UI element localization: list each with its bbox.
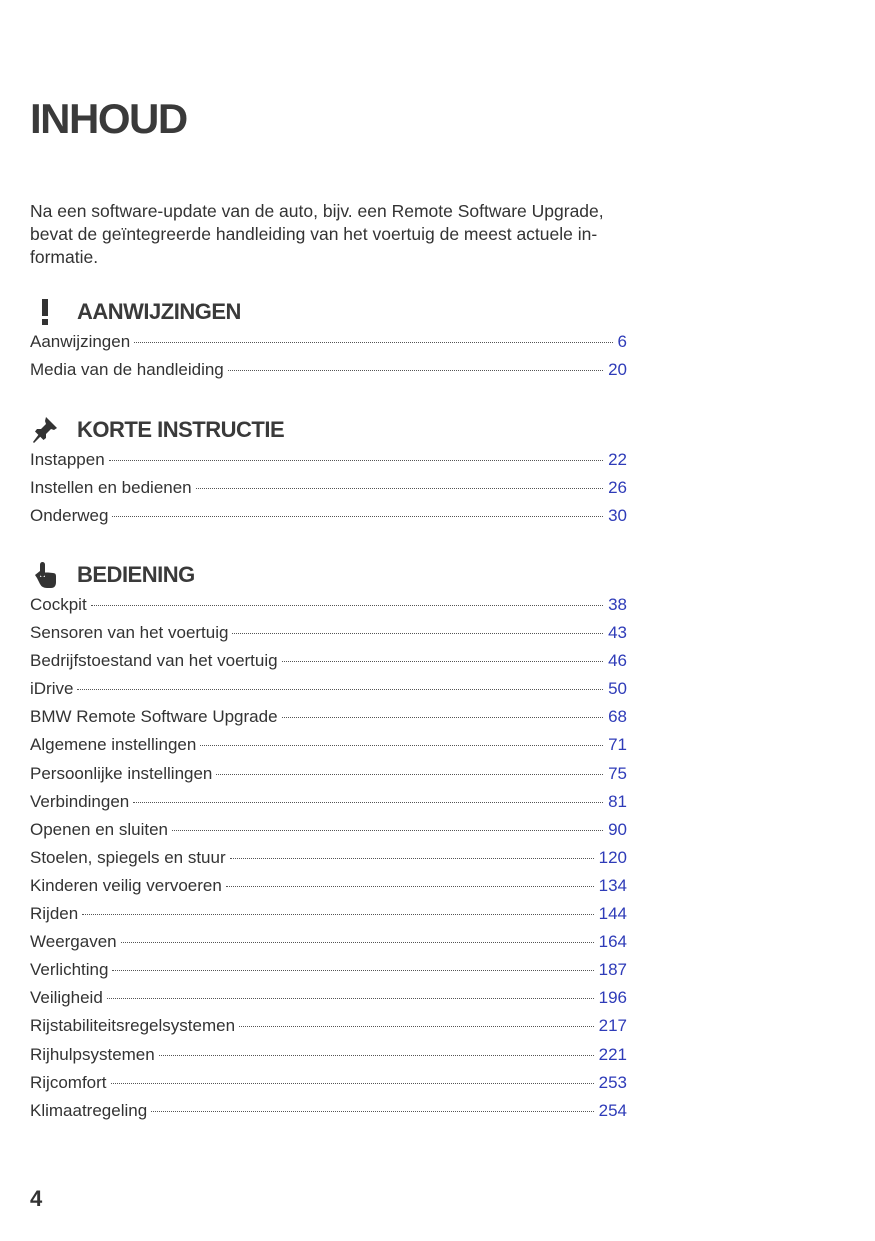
toc-list <box>30 450 627 534</box>
toc-entry[interactable] <box>30 595 627 623</box>
page-number: 4 <box>30 1186 43 1211</box>
dot-leader <box>282 717 604 718</box>
toc-entry[interactable] <box>30 1101 627 1129</box>
toc-entry-label: Instappen <box>30 450 105 469</box>
toc-entry-label: Media van de handleiding <box>30 360 224 380</box>
toc-entry[interactable] <box>30 960 627 988</box>
dot-leader <box>216 774 603 775</box>
toc-entry-label: iDrive <box>30 679 74 699</box>
section-korte-instructie <box>30 410 627 534</box>
toc-entry-label: Stoelen, spiegels en stuur <box>30 847 226 867</box>
toc-entry[interactable] <box>30 623 627 651</box>
toc-entry[interactable] <box>30 1045 627 1073</box>
dot-leader <box>109 460 603 461</box>
dot-leader <box>82 914 593 915</box>
section-title: BEDIENING <box>77 562 195 587</box>
toc-page-link[interactable]: 134 <box>598 875 627 895</box>
dot-leader <box>111 1083 594 1084</box>
toc-entry[interactable] <box>30 848 627 876</box>
dot-leader <box>232 633 603 634</box>
dot-leader <box>172 830 603 831</box>
dot-leader <box>239 1026 594 1027</box>
toc-entry-label: Verlichting <box>30 960 109 980</box>
dot-leader <box>159 1055 594 1056</box>
dot-leader <box>196 488 603 489</box>
toc-entry-label: Rijstabiliteitsregelsystemen <box>30 1016 236 1036</box>
dot-leader <box>133 802 603 803</box>
dot-leader <box>121 942 594 943</box>
dot-leader <box>228 370 603 371</box>
exclamation-icon <box>30 297 64 327</box>
toc-entry-label: Bedrijfstoestand van het voertuig <box>30 651 278 671</box>
toc-entry[interactable] <box>30 506 627 534</box>
toc-entry[interactable] <box>30 876 627 904</box>
toc-entry[interactable] <box>30 988 627 1016</box>
toc-entry-label: Instellen en bedienen <box>30 478 192 498</box>
toc-page-link[interactable]: 50 <box>608 679 627 699</box>
toc-page-link[interactable]: 120 <box>598 847 627 867</box>
toc-page-link[interactable]: 254 <box>598 1100 627 1120</box>
section-title: KORTE INSTRUCTIE <box>77 417 285 442</box>
toc-list <box>30 595 627 1129</box>
toc-entry[interactable] <box>30 450 627 478</box>
toc-page-link[interactable]: 90 <box>608 819 627 839</box>
toc-page-link[interactable]: 217 <box>598 1016 627 1036</box>
toc-entry-label: Klimaatregeling <box>30 1100 148 1120</box>
toc-page-link[interactable]: 20 <box>608 360 627 380</box>
toc-page-link[interactable]: 187 <box>598 960 627 980</box>
toc-entry[interactable] <box>30 932 627 960</box>
pushpin-icon <box>30 415 64 445</box>
dot-leader <box>91 605 603 606</box>
toc-entry[interactable] <box>30 360 627 388</box>
toc-list <box>30 332 627 388</box>
toc-page-link[interactable]: 164 <box>598 932 627 952</box>
toc-page-link[interactable]: 38 <box>608 595 627 614</box>
section-aanwijzingen <box>30 292 627 388</box>
dot-leader <box>112 516 603 517</box>
toc-page-link[interactable]: 81 <box>608 791 627 811</box>
toc-entry-label: Cockpit <box>30 595 87 614</box>
toc-entry[interactable] <box>30 764 627 792</box>
dot-leader <box>151 1111 593 1112</box>
toc-entry[interactable] <box>30 1016 627 1044</box>
toc-entry-label: Rijden <box>30 904 79 924</box>
toc-entry[interactable] <box>30 478 627 506</box>
toc-entry-label: Verbindingen <box>30 791 130 811</box>
toc-entry[interactable] <box>30 820 627 848</box>
dot-leader <box>282 661 603 662</box>
toc-entry-label: Rijhulpsystemen <box>30 1044 155 1064</box>
intro-paragraph: Na een software-update van de auto, bijv. een Remote Software Upgrade, bevat de geïntegreerde handleiding van het voertuig de meest actuele in-formatie. <box>30 201 604 267</box>
toc-page-link[interactable]: 26 <box>608 478 627 498</box>
toc-page-link[interactable]: 43 <box>608 623 627 643</box>
toc-page-link[interactable]: 71 <box>608 735 627 755</box>
toc-entry[interactable] <box>30 792 627 820</box>
toc-entry[interactable] <box>30 651 627 679</box>
section-header <box>30 555 627 595</box>
dot-leader <box>107 998 594 999</box>
toc-entry-label: Aanwijzingen <box>30 332 131 351</box>
dot-leader <box>230 858 594 859</box>
toc-entry-label: Rijcomfort <box>30 1072 107 1092</box>
dot-leader <box>200 745 603 746</box>
section-header <box>30 410 627 450</box>
toc-page-link[interactable]: 6 <box>617 332 627 351</box>
toc-entry-label: Persoonlijke instellingen <box>30 763 213 783</box>
pointing-hand-icon <box>30 560 64 590</box>
toc-entry-label: Kinderen veilig vervoeren <box>30 875 222 895</box>
toc-page-link[interactable]: 253 <box>598 1072 627 1092</box>
toc-page-link[interactable]: 75 <box>608 763 627 783</box>
toc-entry[interactable] <box>30 1073 627 1101</box>
toc-entry-label: Openen en sluiten <box>30 819 168 839</box>
section-title: AANWIJZINGEN <box>77 299 241 324</box>
toc-entry[interactable] <box>30 332 627 360</box>
toc-entry-label: Onderweg <box>30 506 109 526</box>
dot-leader <box>134 342 612 343</box>
toc-page-link[interactable]: 196 <box>598 988 627 1008</box>
toc-entry-label: BMW Remote Software Upgrade <box>30 707 278 727</box>
section-bediening <box>30 555 627 1129</box>
toc-entry-label: Veiligheid <box>30 988 103 1008</box>
toc-entry[interactable] <box>30 735 627 763</box>
toc-entry-label: Sensoren van het voertuig <box>30 623 229 643</box>
page-title: INHOUD <box>30 95 187 142</box>
toc-entry[interactable] <box>30 679 627 707</box>
dot-leader <box>112 970 593 971</box>
toc-page-link[interactable]: 30 <box>608 506 627 526</box>
toc-entry[interactable] <box>30 707 627 735</box>
dot-leader <box>226 886 594 887</box>
toc-entry-label: Algemene instellingen <box>30 735 197 755</box>
toc-entry[interactable] <box>30 904 627 932</box>
toc-page-link[interactable]: 68 <box>608 707 627 727</box>
toc-page-link[interactable]: 221 <box>598 1044 627 1064</box>
dot-leader <box>77 689 603 690</box>
toc-page-link[interactable]: 144 <box>598 904 627 924</box>
toc-page-link[interactable]: 22 <box>608 450 627 469</box>
toc-entry-label: Weergaven <box>30 932 117 952</box>
section-header <box>30 292 627 332</box>
toc-page-link[interactable]: 46 <box>608 651 627 671</box>
